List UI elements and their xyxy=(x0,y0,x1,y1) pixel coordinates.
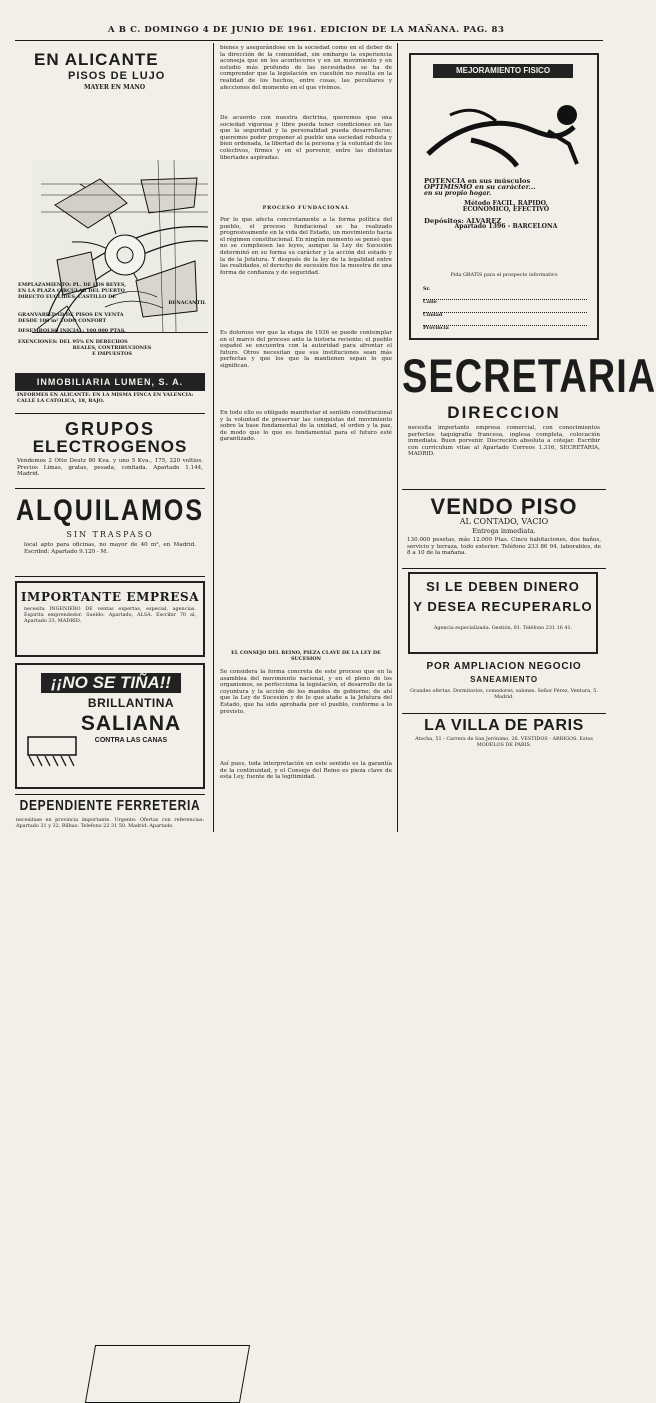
ad-divider-4 xyxy=(15,794,205,795)
mejoramiento-line-7: Apartado 1396 - BARCELONA xyxy=(454,223,558,231)
vendo-piso-text: 130.000 pesetas, más 12.000 Ptas. Cinco habitaciones, dos baños, servicio y terraza, todo exterior. Teléfono 233 86 94, laborables, de 8 a 10 de la mañana. xyxy=(407,537,601,557)
inmobiliaria-banner: INMOBILIARIA LUMEN, S. A. xyxy=(15,373,205,391)
alicante-detail-8: EXENCIONES: DEL 95% EN DERECHOS xyxy=(18,339,128,346)
right-divider-1 xyxy=(402,489,606,490)
mejoramiento-title: MEJORAMIENTO FISICO xyxy=(433,64,573,78)
section-proceso-paragraph-3: En todo ello es obligado manifestar el sentido constitucional y la voluntad de preservar las conquistas del movimiento sobre la base fundamental de la unidad, el orden y la paz, de modo que lo que es fundamental para el futuro esté garantizado. xyxy=(220,410,392,443)
section-consejo-paragraph-2: Así pues, toda interpretación en este sentido es la garantía de la continuidad, y el Consejo del Reino es pieza clave de esta Ley, fuente de la legitimidad. xyxy=(220,761,392,781)
mejoramiento-line-3: en su propio hogar. xyxy=(424,189,492,197)
middle-second-paragraph: De acuerdo con nuestra doctrina, queremos que una sociedad vigorosa y libre pueda tener condiciones en las que la seguridad y la personalidad pueda desarrollarse; queremos poder proponer al pueblo una sociedad robusta y bien ordenada, la libertad de la persona y la voluntad de los colectivos, firmes y en el porvenir, entre las distintas libertades aspiradas. xyxy=(220,115,392,161)
saliana-brand: SALIANA xyxy=(80,712,182,735)
vendo-piso-title: VENDO PISO xyxy=(430,494,578,519)
mejoramiento-line-6: Depósitos: ALVAREZ xyxy=(424,216,502,225)
comb-icon xyxy=(24,731,81,769)
secretaria-title: SECRETARIA xyxy=(402,350,656,403)
section-proceso-paragraph-2: Es doloroso ver que la etapa de 1936 se puede contemplar en el marco del proceso ante la historia reciente; el pueblo español se encuentra con la autoridad para afrontar el futuro. Otros necesitan que sus instituciones sean más perfectas y que los que la mantienen sepan lo que significan. xyxy=(220,330,392,369)
left-ad-column xyxy=(15,43,205,835)
secretaria-text: necesita importante empresa comercial, con conocimientos perfectos taquigrafía francesa, inglesa completa, colocación inmediata. Buen porvenir. Discreción absoluta a cotejar. Escribir con curriculum vitae al Apartado Correos 1.316, SECRETARIA, MADRID. xyxy=(408,425,600,458)
dependiente-title: DEPENDIENTE FERRETERIA xyxy=(19,797,201,814)
strong-man-illustration xyxy=(419,82,594,173)
section-proceso-paragraph-1: Por lo que afecta concretamente a la forma política del pueblo, el proceso fundacional se ha realizado progresivamente en la vida del Estado, un movimiento hacia el régimen constitucional. En ningún momento se pensó que no se cumpliesen las leyes, aunque la Ley de Sucesión determinó en su forma su carácter y la acción del estado y la de la Jefatura. Y después de la ley de la legalidad entre las realidades, el derecho de sucesión fue la muestra de una forma de confianza y de seguridad. xyxy=(220,217,392,276)
mayor-line: MAYER EN MANO xyxy=(84,84,146,91)
ampliacion-title: POR AMPLIACION NEGOCIO xyxy=(426,661,582,672)
dinero-ad-box xyxy=(408,572,598,654)
grupos-subtitle: ELECTROGENOS xyxy=(32,437,188,456)
column-rule-left xyxy=(213,43,214,832)
page-header: A B C. DOMINGO 4 DE JUNIO DE 1961. EDICION DE LA MAÑANA. PAG. 83 xyxy=(108,25,505,35)
alicante-title: EN ALICANTE xyxy=(34,50,159,69)
middle-intro-paragraph: bienes y asegurándose en la sociedad como en el deber de la dirección de la comunidad, sin embargo la experiencia aconseja que en los aconteceres y en un movimiento y en estudio más profundo de las necesidades se ha de comprender que la legislación en cuestión no resulta en la realidad de los hechos, entre cosas, las peculiares y afecciones del momento en el que vivimos. xyxy=(220,45,392,91)
mejoramiento-form xyxy=(423,287,587,339)
desea-recuperarlo: Y DESEA RECUPERARLO xyxy=(413,599,593,614)
ampliacion-text: Grandes ofertas. Dormitorios, comedores, salones. Señor Pérez, Ventura, 5. Madrid. xyxy=(410,688,598,700)
brillantina-label: BRILLANTINA xyxy=(87,696,175,710)
form-field-ciudad: Ciudad xyxy=(423,313,587,326)
villa-paris-title: LA VILLA DE PARIS xyxy=(424,717,584,734)
alicante-detail-9: REALES, CONTRIBUCIONES xyxy=(72,345,152,352)
right-ad-column xyxy=(402,43,656,835)
vendo-piso-contado: AL CONTADO, VACIO xyxy=(459,517,549,526)
importante-text: necesita INGENIERO DE ventas expertas, especial, agencias. Espiritu emprendedor. Sueldo: Apartado, ALSA. Escribir 70 al, Apartado 33, MADRID. xyxy=(24,606,196,624)
mejoramiento-line-1: POTENCIA en sus músculos xyxy=(424,177,531,185)
sin-traspaso: SIN TRASPASO xyxy=(66,530,154,539)
mejoramiento-line-4: Método FACIL, RAPIDO, xyxy=(464,199,548,207)
form-field-sr: Sr. xyxy=(423,287,587,300)
alicante-detail-3: DIRECTO EUCLIDES, CASTILLO DE xyxy=(18,293,117,300)
alicante-detail-10: E IMPUESTOS xyxy=(92,351,132,358)
mejoramiento-ad-box xyxy=(409,53,599,340)
header-rule xyxy=(15,40,603,41)
no-se-tina: ¡¡NO SE TIÑA!! xyxy=(41,673,181,693)
dependiente-text: necesitase en provincia importante. Urgente: Ofertas con referencias: Apartado 31 y 32, Bilbao. Telefono 22 31 50. Madrid: Apartado. xyxy=(16,817,204,829)
vendo-piso-entrega: Entrega inmediata. xyxy=(472,527,536,535)
alicante-detail-6: DESDE 100 m² TODO CONFORT xyxy=(18,317,107,324)
importante-ad-box xyxy=(15,581,205,657)
column-rule-right xyxy=(397,43,398,832)
villa-paris-text: Atocha, 51 - Carrera de San Jerónimo, 26. VESTIDOS - ABRIGOS. Estos MODELOS DE PARIS. xyxy=(415,736,593,748)
grupos-text: Vendemos 2 Otto Deutz 80 Kva. y uno 5 Kva., 175, 220 voltios. Precios Limas, gratas, pesada, confiada. Apartado 1.144, Madrid. xyxy=(17,458,203,478)
alicante-details xyxy=(18,283,206,358)
section-consejo-title: EL CONSEJO DEL REINO, PIEZA CLAVE DE LA LEY DE SUCESION xyxy=(231,650,381,662)
recuperarlo-text: Agencia especializada. Gestión, 81. Teléfono 231 16 41. xyxy=(433,625,573,631)
saneamiento-label: SANEAMIENTO xyxy=(470,675,538,684)
alicante-detail-1: EMPLAZAMIENTO: PL. DE LOS REYES, xyxy=(18,282,126,288)
importante-title: IMPORTANTE EMPRESA xyxy=(20,590,200,604)
direccion-label: DIRECCION xyxy=(447,403,561,422)
alicante-detail-2: EN LA PLAZA CIRCULAR DEL PUERTO xyxy=(18,287,125,294)
mejoramiento-lines xyxy=(424,179,588,230)
ad-divider-3 xyxy=(15,576,205,577)
alquilamos-title: ALQUILAMOS xyxy=(15,493,205,527)
middle-article-column xyxy=(220,45,392,833)
alicante-detail-4: BENACANTIL xyxy=(168,299,206,306)
form-field-calle: Calle xyxy=(423,300,587,313)
mejoramiento-line-5: ECONOMICO, EFECTIVO xyxy=(462,205,550,213)
alicante-detail-5: GRANVARIEDAD DE PISOS EN VENTA xyxy=(18,311,124,318)
brillantina-ad-box xyxy=(15,663,205,789)
ad-divider-2 xyxy=(15,488,205,489)
si-le-deben: SI LE DEBEN DINERO xyxy=(426,579,580,594)
pisos-line: PISOS DE LUJO xyxy=(68,70,166,82)
right-divider-2 xyxy=(402,568,606,569)
alquilamos-text: local apto para oficinas, no mayor de 40 m², en Madrid. Escribid: Apartado 9.120 - M. xyxy=(24,542,196,555)
inmobiliaria-text: INFORMES EN ALICANTE: EN LA MISMA FINCA EN VALENCIA: CALLE LA CATOLICA, 18, BAJO. xyxy=(17,392,194,404)
product-package-illustration xyxy=(85,1345,250,1403)
mejoramiento-footer: Pida GRATIS para el prospecto informativo xyxy=(450,272,558,278)
mejoramiento-line-2: OPTIMISMO en su carácter... xyxy=(424,182,536,191)
section-proceso-title: PROCESO FUNDACIONAL xyxy=(262,205,350,211)
ad-divider-1 xyxy=(15,413,205,414)
alicante-detail-7: DESEMBOLSO INICIAL: 100,000 PTAS. xyxy=(18,328,126,335)
section-consejo-paragraph-1: Se considera la forma concreta de este proceso que en la asamblea del movimiento nacional, y en el pleno de los organismos, se perfecciona la legislación, el desarrollo de la coyuntura y la acción de los mandos de gobierno; de ahí que la Ley de Sucesión y de lo que atañe a la Jefatura del Estado, que ha sido aprobada por el pueblo, conforme a lo previsto. xyxy=(220,669,392,715)
form-field-provincia: Provincia xyxy=(423,326,587,339)
contra-canas: CONTRA LAS CANAS xyxy=(94,737,168,744)
right-divider-3 xyxy=(402,713,606,714)
grupos-title: GRUPOS xyxy=(64,419,155,439)
